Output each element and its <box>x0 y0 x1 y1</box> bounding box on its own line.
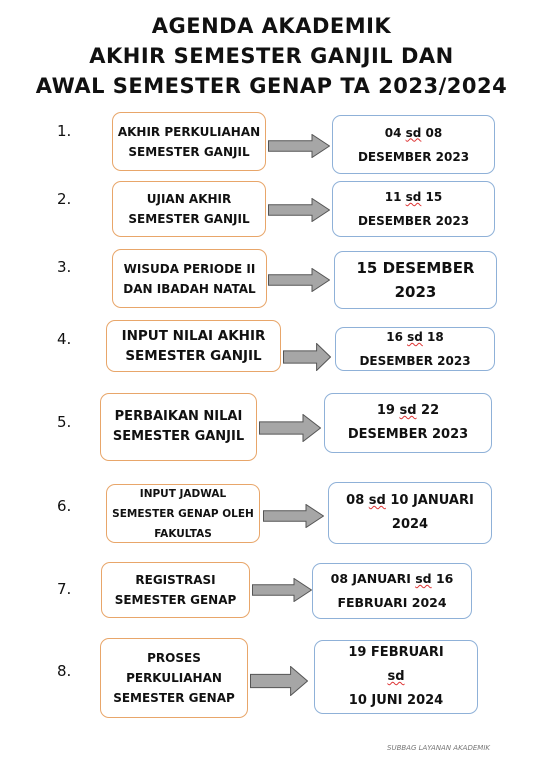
date-text-line: DESEMBER 2023 <box>359 354 471 368</box>
event-text-line: INPUT NILAI AKHIR <box>121 328 266 344</box>
date-text-line: 04 sd 08 <box>384 125 443 140</box>
date-box <box>332 115 495 174</box>
date-text-line: 10 JUNI 2024 <box>348 693 444 708</box>
arrow-shape <box>251 667 308 696</box>
arrow-right-icon <box>268 268 330 292</box>
date-text-line: DESEMBER 2023 <box>357 149 470 164</box>
date-box <box>324 393 492 453</box>
date-text-line: 16 sd 18 <box>386 330 444 344</box>
date-text-line: DESEMBER 2023 <box>357 214 470 228</box>
arrow-right-icon <box>268 134 330 158</box>
sd-word: sd <box>387 669 405 684</box>
date-text-line: DESEMBER 2023 <box>347 427 469 442</box>
item-number: 4. <box>57 330 72 348</box>
date-box <box>328 482 492 544</box>
event-text-line: SEMESTER GANJIL <box>128 212 250 226</box>
event-box <box>112 249 267 308</box>
event-text-line: SEMESTER GANJIL <box>125 348 262 364</box>
event-box <box>100 393 257 461</box>
event-text-line: AKHIR PERKULIAHAN <box>117 124 261 139</box>
date-box <box>334 251 497 309</box>
date-text-line: 19 FEBRUARI <box>348 645 444 660</box>
date-box <box>335 327 495 371</box>
event-text-line: DAN IBADAH NATAL <box>123 281 256 296</box>
date-text-line: 08 sd 10 JANUARI <box>346 493 474 508</box>
arrow-shape <box>264 505 324 528</box>
event-text-line: PROSES <box>147 651 201 665</box>
event-text-line: SEMESTER GENAP <box>114 593 237 607</box>
date-text-line: 11 sd 15 <box>384 190 443 204</box>
date-box <box>312 563 472 619</box>
arrow-shape <box>284 344 331 371</box>
item-number: 8. <box>57 662 72 680</box>
event-box <box>112 112 266 171</box>
event-box <box>106 320 281 372</box>
event-box <box>101 562 250 618</box>
arrow-right-icon <box>259 414 321 442</box>
item-number: 6. <box>57 497 72 515</box>
event-text-line: SEMESTER GANJIL <box>128 144 250 159</box>
arrow-shape <box>269 269 330 292</box>
date-text-line <box>387 665 404 689</box>
arrow-right-icon <box>268 198 330 222</box>
event-box <box>100 638 248 718</box>
event-text-line: PERBAIKAN NILAI <box>114 409 243 424</box>
date-text-line: FEBRUARI 2024 <box>337 595 447 610</box>
item-number: 5. <box>57 413 72 431</box>
event-text-line: PERKULIAHAN <box>126 671 222 685</box>
date-text-line: 19 sd 22 <box>376 403 440 418</box>
sd-word: sd <box>399 403 417 418</box>
sd-word: sd <box>405 190 422 204</box>
title-line-2: AKHIR SEMESTER GANJIL DAN <box>89 44 454 68</box>
arrow-shape <box>269 135 330 158</box>
arrow-right-icon <box>252 578 312 602</box>
arrow-right-icon <box>263 504 324 528</box>
arrow-right-icon <box>250 666 308 696</box>
arrow-right-icon <box>283 343 331 371</box>
item-number: 2. <box>57 190 72 208</box>
item-number: 7. <box>57 580 72 598</box>
date-text-line: 2024 <box>391 517 429 532</box>
event-text-line: SEMESTER GANJIL <box>112 429 245 444</box>
title-line-3: AWAL SEMESTER GENAP TA 2023/2024 <box>35 74 508 98</box>
event-text-line: WISUDA PERIODE II <box>123 261 256 276</box>
event-text-line: FAKULTAS <box>154 527 212 540</box>
title-line-1: AGENDA AKADEMIK <box>151 14 392 38</box>
event-text-line: SEMESTER GENAP <box>113 691 235 705</box>
event-text-line: SEMESTER GENAP OLEH <box>112 507 254 520</box>
arrow-shape <box>269 199 330 222</box>
event-text-line: UJIAN AKHIR <box>146 192 232 206</box>
item-number: 3. <box>57 258 72 276</box>
arrow-shape <box>260 415 321 442</box>
sd-word: sd <box>405 125 422 140</box>
event-text-line: REGISTRASI <box>135 573 216 587</box>
date-box <box>314 640 478 714</box>
event-text-line: INPUT JADWAL <box>139 487 227 500</box>
date-box <box>332 181 495 237</box>
event-box <box>106 484 260 543</box>
sd-word: sd <box>415 571 432 586</box>
footer-text: SUBBAG LAYANAN AKADEMIK <box>387 744 490 752</box>
sd-word: sd <box>407 330 423 344</box>
item-number: 1. <box>57 122 72 140</box>
date-text-line: 2023 <box>394 283 437 301</box>
event-box <box>112 181 266 237</box>
date-text-line: 08 JANUARI sd 16 <box>330 571 454 586</box>
date-text-line: 15 DESEMBER <box>356 259 475 277</box>
arrow-shape <box>253 579 312 602</box>
sd-word: sd <box>368 493 386 508</box>
